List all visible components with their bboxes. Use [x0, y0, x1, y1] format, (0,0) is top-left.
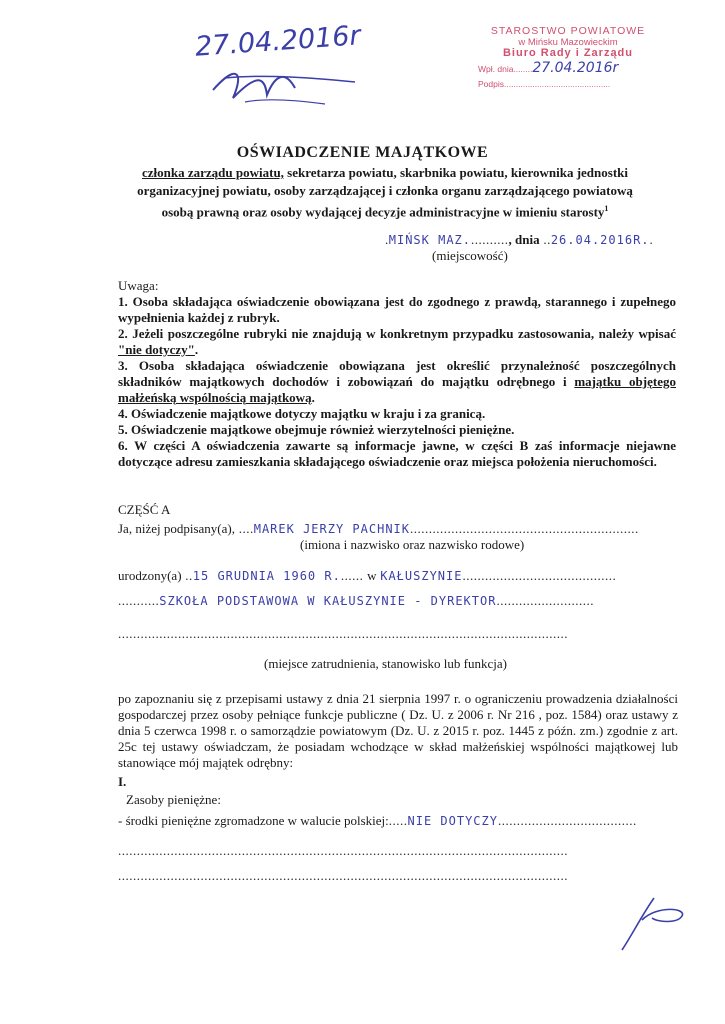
- note-2: 2. Jeżeli poszczególne rubryki nie znajdują w konkretnym przypadku zastosowania, należy wpisać "nie dotyczy".: [118, 326, 676, 357]
- stamp-received-label: Wpł. dnia: [478, 64, 514, 74]
- handwritten-initials: [205, 60, 365, 110]
- note-3: 3. Osoba składająca oświadczenie obowiązana jest określić przynależność poszczególnych składników majątkowych dochodów i zobowiązań do majątku odrębnego i majątku objętego małżeńską wspólnością majątkową.: [118, 358, 676, 405]
- born-label: urodzony(a): [118, 568, 182, 583]
- subtitle-line-1: sekretarza powiatu, skarbnika powiatu, kierownika jednostki: [283, 165, 628, 180]
- section-title: Zasoby pieniężne:: [126, 792, 221, 807]
- cash-label: - środki pieniężne zgromadzone w walucie polskiej:: [118, 813, 389, 828]
- place-date-line: .MIŃSK MAZ..........., dnia ..26.04.2016R..: [385, 232, 654, 247]
- employment-caption: (miejsce zatrudnienia, stanowisko lub funkcja): [264, 656, 507, 671]
- part-a-heading: CZĘŚĆ A: [118, 502, 171, 517]
- employment-line: ...........SZKOŁA PODSTAWOWA W KAŁUSZYNIE - DYREKTOR..........................: [118, 593, 594, 608]
- stamp-received-value: 27.04.2016r: [532, 60, 619, 76]
- document-subtitle: [110, 164, 660, 221]
- born-line: urodzony(a) ..15 GRUDNIA 1960 R....... w KAŁUSZYNIE.........................................: [118, 568, 617, 583]
- cash-line-2: ........................................................................................................................: [118, 843, 568, 858]
- registry-stamp: [478, 26, 658, 126]
- declarant-label: Ja, niżej podpisany(a),: [118, 521, 235, 536]
- stamp-line-1: STAROSTWO POWIATOWE: [490, 25, 646, 37]
- note-6: 6. W części A oświadczenia zawarte są informacje jawne, w części B zaś informacje niejawne dotyczące adresu zamieszkania składającego oświadczenie oraz miejsca położenia nieruchomości.: [118, 438, 676, 469]
- stamp-signature-row: Podpis.............................................: [478, 79, 611, 89]
- subtitle-underlined: członka zarządu powiatu,: [142, 165, 284, 180]
- cash-line-3: ........................................................................................................................: [118, 868, 568, 883]
- document-title: OŚWIADCZENIE MAJĄTKOWE: [236, 144, 489, 161]
- stamp-received-row: Wpł. dnia........27.04.2016r: [478, 60, 619, 76]
- born-in-label: w: [367, 568, 377, 583]
- date-label: , dnia: [508, 232, 540, 247]
- declarant-line: Ja, niżej podpisany(a), ....MAREK JERZY PACHNIK.............................................................: [118, 521, 639, 536]
- handwritten-signature: [612, 890, 702, 960]
- stamp-signature-label: Podpis: [478, 79, 504, 89]
- declaration-paragraph: po zapoznaniu się z przepisami ustawy z dnia 21 sierpnia 1997 r. o ograniczeniu prowadzenia działalności gospodarczej przez osoby pełniące funkcje publiczne ( Dz. U. z 2006 r. Nr 216 , poz. 1584) oraz ustawy z dnia 5 czerwca 1998 r. o samorządzie powiatowym (Dz. U. z 2015 r. poz. 1445 z późn. zm.) zgodnie z art. 25c tej ustawy oświadczam, że posiadam wchodzące w skład małżeńskiej wspólności majątkowej lub stanowiące mój majątek odrębny:: [118, 691, 678, 770]
- place-caption: (miejscowość): [432, 248, 508, 263]
- born-place: KAŁUSZYNIE: [380, 569, 463, 583]
- declarant-value: MAREK JERZY PACHNIK: [253, 522, 410, 536]
- note-3-underlined: majątku objętego małżeńską wspólnością majątkową: [118, 374, 676, 405]
- note-1: 1. Osoba składająca oświadczenie obowiązana jest do zgodnego z prawdą, starannego i zupełnego wypełnienia każdej z rubryk.: [118, 294, 676, 325]
- section-roman: I.: [118, 774, 127, 789]
- stamp-line-2: w Mińsku Mazowieckim: [518, 37, 618, 48]
- note-2-quote: "nie dotyczy": [118, 342, 195, 357]
- born-value: 15 GRUDNIA 1960 R.: [192, 569, 341, 583]
- note-5: 5. Oświadczenie majątkowe obejmuje również wierzytelności pieniężne.: [118, 422, 515, 437]
- subtitle-footnote: 1: [604, 204, 609, 213]
- employment-value: SZKOŁA PODSTAWOWA W KAŁUSZYNIE - DYREKTOR: [159, 594, 497, 608]
- notes-heading: Uwaga:: [118, 278, 159, 293]
- note-4: 4. Oświadczenie majątkowe dotyczy majątku w kraju i za granicą.: [118, 406, 486, 421]
- declarant-caption: (imiona i nazwisko oraz nazwisko rodowe): [300, 537, 525, 552]
- notes-section: [118, 278, 676, 470]
- cash-line: - środki pieniężne zgromadzone w walucie polskiej:.....NIE DOTYCZY.....................................: [118, 813, 637, 828]
- place-value: MIŃSK MAZ.: [388, 233, 471, 247]
- employment-line-2: ........................................................................................................................: [118, 626, 568, 641]
- subtitle-line-2: organizacyjnej powiatu, osoby zarządzającej i członka organu zarządzającego powiatową: [137, 183, 633, 198]
- cash-value: NIE DOTYCZY: [407, 814, 498, 828]
- subtitle-line-3: osobą prawną oraz osoby wydającej decyzje administracyjne w imieniu starosty: [161, 204, 605, 220]
- stamp-line-3: Biuro Rady i Zarządu: [502, 47, 634, 59]
- handwritten-date: 27.04.2016r: [194, 20, 362, 63]
- date-value: 26.04.2016R.: [550, 233, 650, 247]
